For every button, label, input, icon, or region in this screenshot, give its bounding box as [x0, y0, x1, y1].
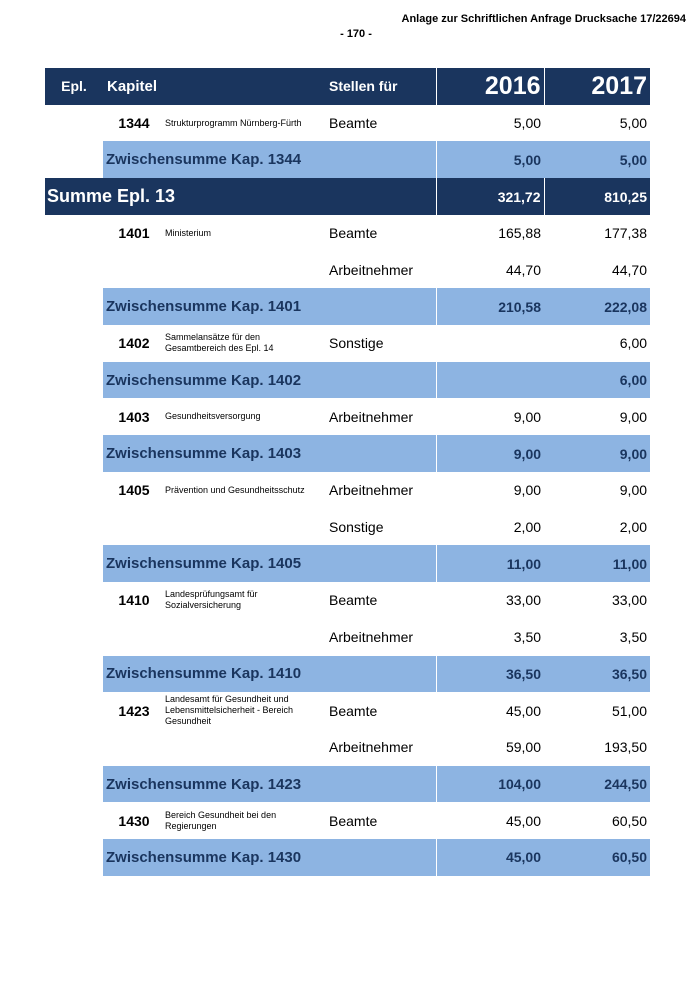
kapitel-name [165, 252, 326, 289]
subtotal-row [45, 766, 650, 803]
stellen-type: Beamte [326, 215, 436, 252]
epl-cell [45, 105, 103, 178]
value-2017: 33,00 [544, 582, 650, 619]
subtotal-label: Zwischensumme Kap. 1423 [103, 766, 436, 803]
subtotal-row [45, 839, 650, 876]
table-row [45, 472, 650, 509]
value-2017: 6,00 [544, 325, 650, 362]
value-2016: 9,00 [436, 472, 544, 509]
table-row [45, 619, 650, 656]
value-2017: 193,50 [544, 729, 650, 766]
value-2017: 9,00 [544, 398, 650, 435]
subtotal-label: Zwischensumme Kap. 1405 [103, 545, 436, 582]
table-header-row [45, 68, 650, 105]
value-2017: 5,00 [544, 105, 650, 142]
kapitel-name [165, 729, 326, 766]
value-2017: 3,50 [544, 619, 650, 656]
value-2017: 60,50 [544, 802, 650, 839]
total-label: Summe Epl. 13 [45, 178, 436, 215]
table-row [45, 215, 650, 252]
subtotal-2017: 6,00 [544, 362, 650, 399]
subtotal-2017: 60,50 [544, 839, 650, 876]
kapitel-number [103, 509, 165, 546]
stellen-type: Arbeitnehmer [326, 252, 436, 289]
value-2017: 44,70 [544, 252, 650, 289]
subtotal-row [45, 288, 650, 325]
page-number: - 170 - [340, 28, 372, 40]
kapitel-number: 1403 [103, 398, 165, 435]
kapitel-name: Sammelansätze für den Gesamtbereich des Epl. 14 [165, 325, 326, 362]
kapitel-number [103, 729, 165, 766]
table-row [45, 325, 650, 362]
subtotal-2017: 9,00 [544, 435, 650, 472]
header-stellen: Stellen für [326, 68, 436, 105]
table-row [45, 509, 650, 546]
subtotal-2017: 244,50 [544, 766, 650, 803]
table-row [45, 105, 650, 142]
subtotal-label: Zwischensumme Kap. 1402 [103, 362, 436, 399]
value-2017: 51,00 [544, 692, 650, 729]
kapitel-name: Gesundheitsversorgung [165, 398, 326, 435]
table-row [45, 802, 650, 839]
subtotal-2016: 210,58 [436, 288, 544, 325]
subtotal-2016 [436, 362, 544, 399]
subtotal-2016: 9,00 [436, 435, 544, 472]
kapitel-name: Prävention und Gesundheitsschutz [165, 472, 326, 509]
total-2016: 321,72 [436, 178, 544, 215]
kapitel-number [103, 252, 165, 289]
kapitel-number: 1423 [103, 692, 165, 729]
total-2017: 810,25 [544, 178, 650, 215]
subtotal-row [45, 435, 650, 472]
subtotal-2017: 36,50 [544, 656, 650, 693]
value-2017: 177,38 [544, 215, 650, 252]
document-reference: Anlage zur Schriftlichen Anfrage Drucksache 17/22694 [401, 13, 686, 25]
kapitel-number: 1410 [103, 582, 165, 619]
epl-number: 14 [45, 215, 103, 876]
subtotal-2016: 104,00 [436, 766, 544, 803]
stellen-type: Arbeitnehmer [326, 472, 436, 509]
kapitel-number: 1401 [103, 215, 165, 252]
subtotal-2017: 5,00 [544, 141, 650, 178]
header-epl: Epl. [45, 68, 103, 105]
value-2016: 165,88 [436, 215, 544, 252]
value-2017: 9,00 [544, 472, 650, 509]
header-kapitel: Kapitel [103, 68, 326, 105]
subtotal-row [45, 141, 650, 178]
stellen-type: Sonstige [326, 325, 436, 362]
value-2016 [436, 325, 544, 362]
kapitel-name: Landesprüfungsamt für Sozialversicherung [165, 582, 326, 619]
stellen-type: Arbeitnehmer [326, 729, 436, 766]
kapitel-name [165, 619, 326, 656]
value-2016: 3,50 [436, 619, 544, 656]
value-2016: 33,00 [436, 582, 544, 619]
subtotal-row [45, 545, 650, 582]
value-2016: 9,00 [436, 398, 544, 435]
kapitel-number: 1402 [103, 325, 165, 362]
table-row [45, 729, 650, 766]
kapitel-name: Strukturprogramm Nürnberg-Fürth [165, 105, 326, 142]
subtotal-2017: 222,08 [544, 288, 650, 325]
total-row [45, 178, 650, 215]
header-year-2017: 2017 [544, 68, 650, 105]
kapitel-number: 1344 [103, 105, 165, 142]
kapitel-number: 1430 [103, 802, 165, 839]
subtotal-label: Zwischensumme Kap. 1430 [103, 839, 436, 876]
subtotal-label: Zwischensumme Kap. 1344 [103, 141, 436, 178]
subtotal-label: Zwischensumme Kap. 1403 [103, 435, 436, 472]
subtotal-label: Zwischensumme Kap. 1401 [103, 288, 436, 325]
stellen-type: Sonstige [326, 509, 436, 546]
value-2016: 45,00 [436, 692, 544, 729]
header-year-2016: 2016 [436, 68, 544, 105]
kapitel-number [103, 619, 165, 656]
value-2016: 5,00 [436, 105, 544, 142]
subtotal-2016: 45,00 [436, 839, 544, 876]
subtotal-2016: 36,50 [436, 656, 544, 693]
subtotal-label: Zwischensumme Kap. 1410 [103, 656, 436, 693]
stellen-type: Beamte [326, 692, 436, 729]
stellen-type: Beamte [326, 105, 436, 142]
table-row [45, 582, 650, 619]
stellen-type: Beamte [326, 582, 436, 619]
subtotal-2016: 5,00 [436, 141, 544, 178]
value-2016: 2,00 [436, 509, 544, 546]
stellen-type: Beamte [326, 802, 436, 839]
value-2016: 45,00 [436, 802, 544, 839]
subtotal-row [45, 656, 650, 693]
kapitel-number: 1405 [103, 472, 165, 509]
table-row [45, 398, 650, 435]
value-2017: 2,00 [544, 509, 650, 546]
stellen-type: Arbeitnehmer [326, 398, 436, 435]
subtotal-2017: 11,00 [544, 545, 650, 582]
budget-table [45, 68, 650, 876]
kapitel-name [165, 509, 326, 546]
kapitel-name: Ministerium [165, 215, 326, 252]
kapitel-name: Landesamt für Gesundheit und Lebensmittelsicherheit - Bereich Gesundheit [165, 692, 326, 729]
subtotal-2016: 11,00 [436, 545, 544, 582]
value-2016: 44,70 [436, 252, 544, 289]
table-row [45, 692, 650, 729]
value-2016: 59,00 [436, 729, 544, 766]
subtotal-row [45, 362, 650, 399]
kapitel-name: Bereich Gesundheit bei den Regierungen [165, 802, 326, 839]
stellen-type: Arbeitnehmer [326, 619, 436, 656]
table-row [45, 252, 650, 289]
